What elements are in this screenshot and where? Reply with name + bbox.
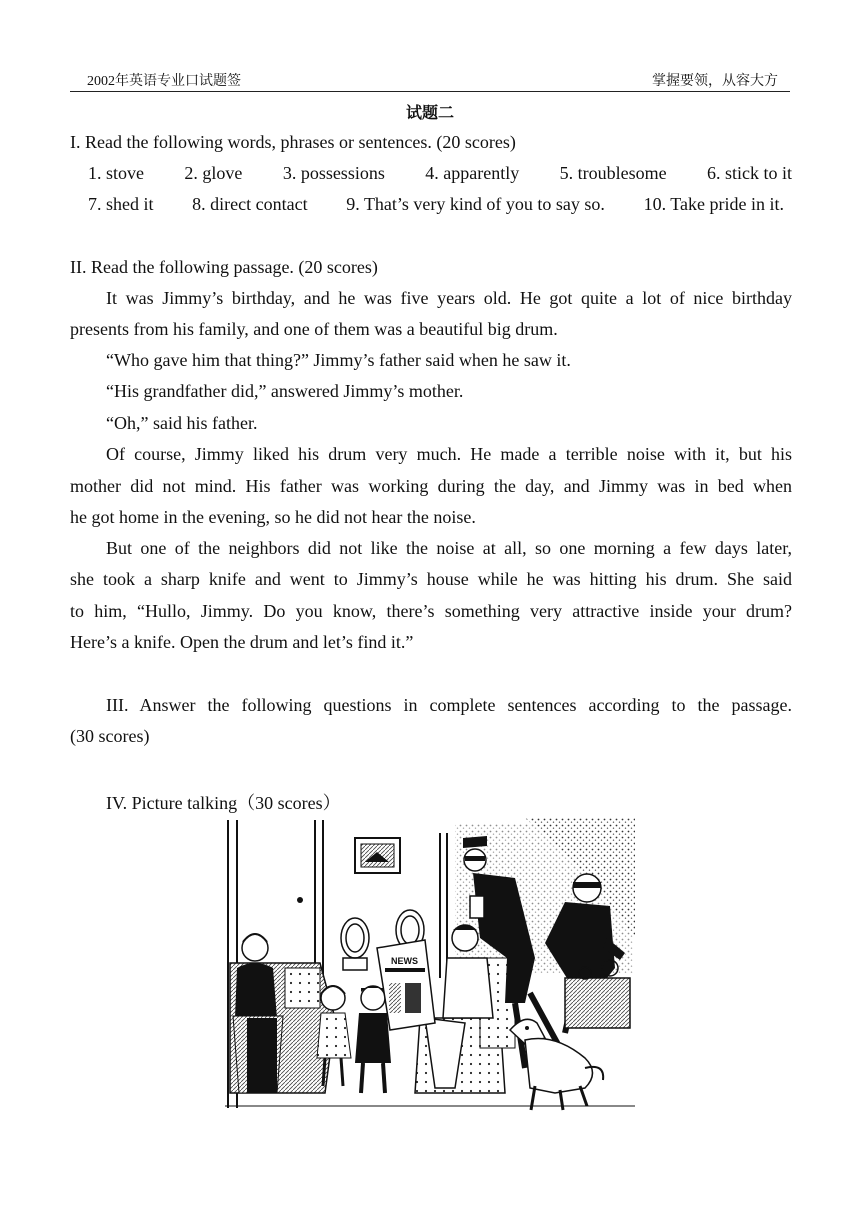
- passage-line: “Who gave him that thing?” Jimmy’s father said when he saw it.: [106, 350, 571, 370]
- section-4-heading: IV. Picture talking（30 scores）: [106, 793, 341, 813]
- word-item: 5. troublesome: [559, 163, 667, 183]
- passage-line: he got home in the evening, so he did not hear the noise.: [70, 507, 476, 527]
- word-item: 6. stick to it: [707, 163, 792, 183]
- word-list-row-1: [88, 163, 792, 184]
- exam-title: 试题二: [405, 103, 454, 122]
- header-right: 掌握要领，从容大方: [652, 74, 778, 89]
- header-left: 2002年英语专业口试题签: [87, 74, 241, 89]
- section-3-heading: III. Answer the following questions in complete sentences according to the passage.: [106, 695, 792, 715]
- section-1-heading: I. Read the following words, phrases or sentences. (20 scores): [70, 132, 516, 152]
- word-item: 9. That’s very kind of you to say so.: [346, 194, 605, 214]
- passage-line: to him, “Hullo, Jimmy. Do you know, there’s something very attractive inside your drum?: [70, 601, 792, 621]
- passage-line: “His grandfather did,” answered Jimmy’s mother.: [106, 381, 464, 401]
- word-item: 10. Take pride in it.: [643, 194, 784, 214]
- passage-line: It was Jimmy’s birthday, and he was five years old. He got quite a lot of nice birthday: [106, 288, 792, 308]
- word-item: 7. shed it: [88, 194, 154, 214]
- cartoon-illustration: [225, 818, 635, 1113]
- passage-line: presents from his family, and one of them was a beautiful big drum.: [70, 319, 558, 339]
- word-item: 2. glove: [184, 163, 243, 183]
- word-item: 8. direct contact: [192, 194, 308, 214]
- word-item: 1. stove: [88, 163, 144, 183]
- door-knob: [297, 897, 303, 903]
- passage-line: But one of the neighbors did not like the noise at all, so one morning a few days later,: [106, 538, 792, 558]
- wall-picture: [355, 838, 400, 873]
- passage-line: Here’s a knife. Open the drum and let’s find it.”: [70, 632, 414, 652]
- passage-line: Of course, Jimmy liked his drum very much. He made a terrible noise with it, but his: [106, 444, 792, 464]
- section-3-heading-cont: (30 scores): [70, 726, 150, 746]
- passage-line: mother did not mind. His father was working during the day, and Jimmy was in bed when: [70, 476, 792, 496]
- section-2-heading: II. Read the following passage. (20 scores): [70, 257, 378, 277]
- passage-line: she took a sharp knife and went to Jimmy’s house while he was hitting his drum. She said: [70, 569, 792, 589]
- newspaper-masthead: NEWS: [391, 956, 418, 966]
- word-item: 3. possessions: [282, 163, 385, 183]
- word-item: 4. apparently: [425, 163, 520, 183]
- header-rule: [70, 91, 790, 92]
- word-list-row-2: [88, 194, 784, 215]
- newspaper-headline: BIG THEFTS: [387, 976, 423, 982]
- passage-line: “Oh,” said his father.: [106, 413, 258, 433]
